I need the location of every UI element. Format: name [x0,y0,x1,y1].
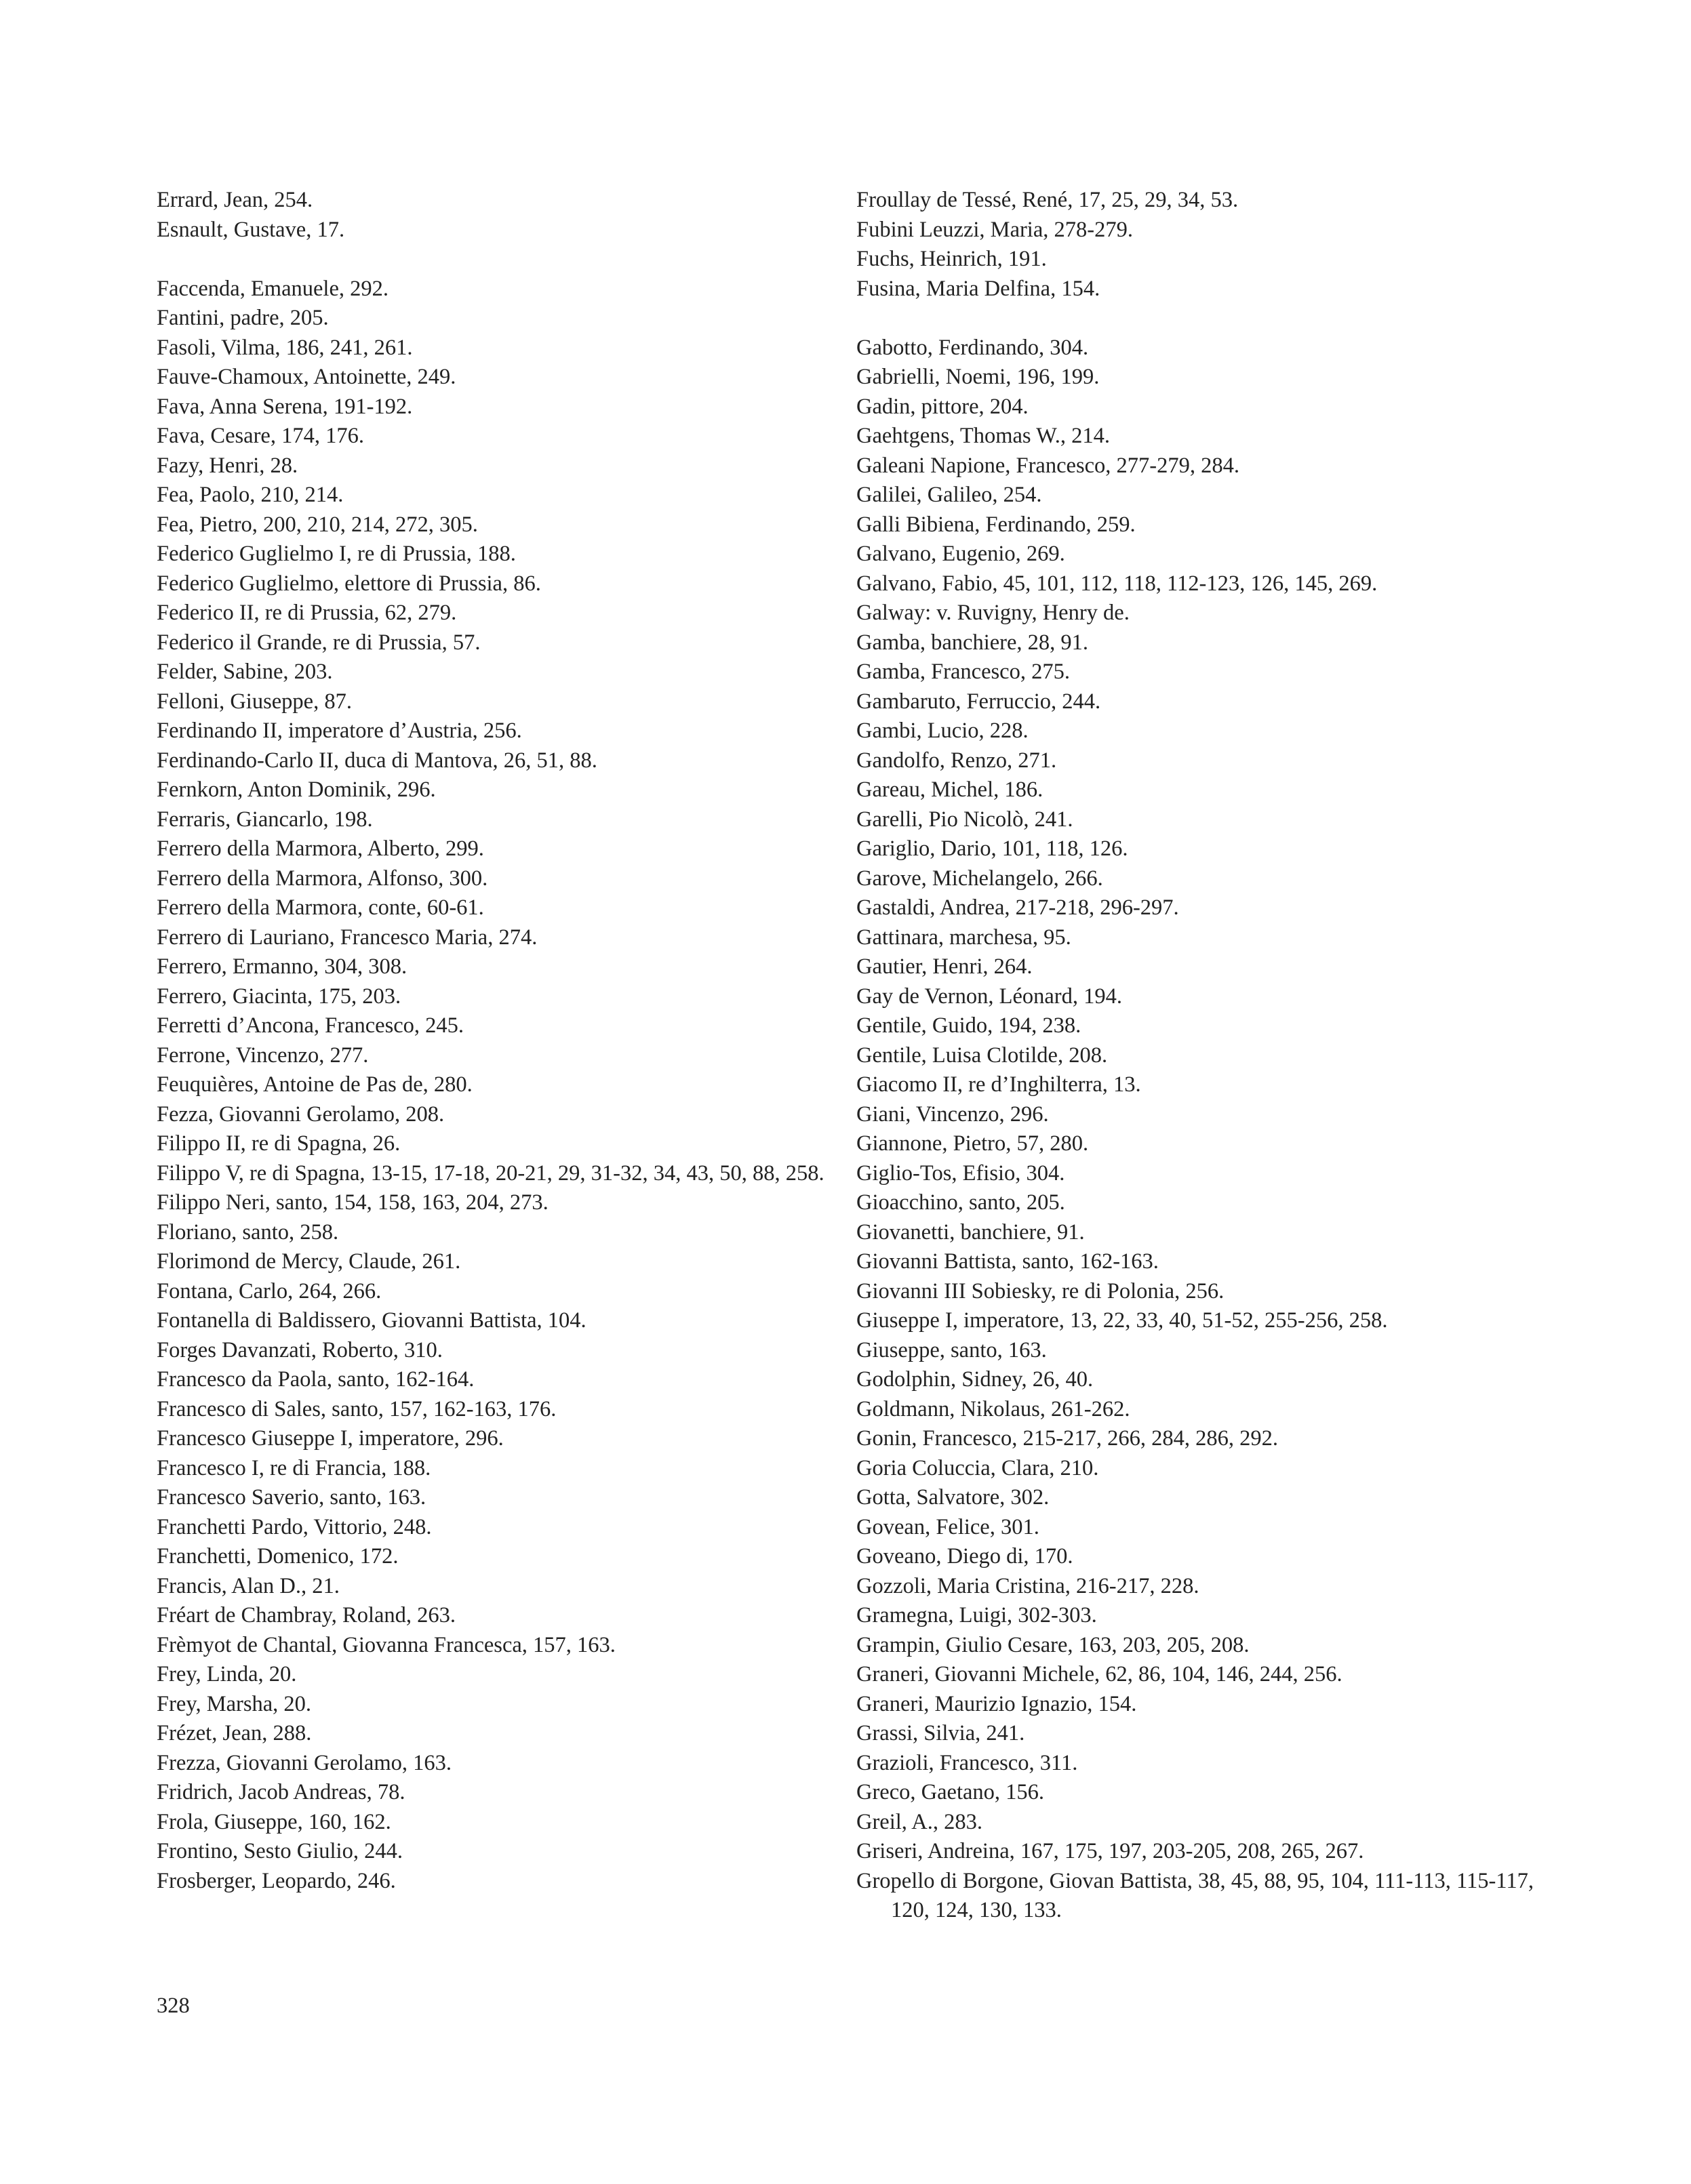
index-entry: Fava, Cesare, 174, 176. [157,424,364,448]
index-entry: Gambaruto, Ferruccio, 244. [856,689,1101,714]
index-entry: Errard, Jean, 254. [157,188,313,212]
index-entry: Ferdinando II, imperatore d’Austria, 256. [157,719,522,743]
index-entry: Fasoli, Vilma, 186, 241, 261. [157,335,413,360]
index-entry: Ferrero, Ermanno, 304, 308. [157,954,407,979]
index-entry: Goldmann, Nikolaus, 261-262. [856,1396,1130,1421]
index-entry: Goria Coluccia, Clara, 210. [856,1455,1099,1480]
index-entry: Galli Bibiena, Ferdinando, 259. [856,512,1136,537]
index-entry: Franchetti, Domenico, 172. [157,1544,399,1569]
index-entry: Ferrero della Marmora, Alfonso, 300. [157,866,488,891]
index-entry: Fea, Paolo, 210, 214. [157,483,344,507]
index-entry: Fontana, Carlo, 264, 266. [157,1278,382,1303]
index-entry: Giacomo II, re d’Inghilterra, 13. [856,1072,1141,1097]
index-entry: Galeani Napione, Francesco, 277-279, 284. [856,453,1239,478]
index-entry: Galvano, Fabio, 45, 101, 112, 118, 112-123, 126, 145, 269. [856,571,1378,596]
index-entry: Ferraris, Giancarlo, 198. [157,807,373,832]
index-entry: Galvano, Eugenio, 269. [856,542,1065,566]
index-entry: Filippo V, re di Spagna, 13-15, 17-18, 20-21, 29, 31-32, 34, 43, 50, 88, 258. [157,1160,824,1186]
index-entry: Ferretti d’Ancona, Francesco, 245. [157,1013,464,1038]
index-entry: Fernkorn, Anton Dominik, 296. [157,777,436,802]
index-entry: Florimond de Mercy, Claude, 261. [157,1249,461,1274]
index-entry: Frola, Giuseppe, 160, 162. [157,1809,391,1834]
index-entry: Ferrone, Vincenzo, 277. [157,1043,369,1068]
index-entry: Gareau, Michel, 186. [856,777,1043,802]
index-entry: Gambi, Lucio, 228. [856,719,1029,743]
index-entry: Floriano, santo, 258. [157,1219,339,1245]
index-entry: Fava, Anna Serena, 191-192. [157,394,413,419]
index-entry: Garelli, Pio Nicolò, 241. [856,807,1073,832]
index-entry: Gandolfo, Renzo, 271. [856,748,1057,773]
index-entry: Gozzoli, Maria Cristina, 216-217, 228. [856,1573,1199,1598]
index-entry: Grazioli, Francesco, 311. [856,1750,1078,1775]
index-entry: Gattinara, marchesa, 95. [856,925,1071,950]
index-entry: Frey, Marsha, 20. [157,1691,312,1716]
letter-group-gap [157,245,841,275]
index-entry: Fantini, padre, 205. [157,306,329,330]
index-entry: Gaehtgens, Thomas W., 214. [856,424,1111,448]
index-entry: Gariglio, Dario, 101, 118, 126. [856,836,1128,861]
index-entry: Giovanni Battista, santo, 162-163. [856,1249,1159,1274]
index-entry: Fridrich, Jacob Andreas, 78. [157,1780,405,1804]
index-entry: Gonin, Francesco, 215-217, 266, 284, 286, 292. [856,1426,1278,1451]
index-entry: Gramegna, Luigi, 302-303. [856,1603,1097,1627]
index-entry: Francesco I, re di Francia, 188. [157,1455,431,1480]
index-entry: Goveano, Diego di, 170. [856,1544,1073,1569]
index-entry: Greco, Gaetano, 156. [856,1780,1045,1804]
index-entry: Greil, A., 283. [856,1809,982,1834]
index-entry: Frosberger, Leopardo, 246. [157,1868,396,1893]
index-entry: Graneri, Giovanni Michele, 62, 86, 104, 146, 244, 256. [856,1662,1342,1686]
index-entry: Fubini Leuzzi, Maria, 278-279. [856,217,1133,242]
index-entry: Godolphin, Sidney, 26, 40. [856,1367,1094,1392]
letter-group-gap [856,304,1541,333]
page-number: 328 [157,1994,190,2018]
index-entry: Federico il Grande, re di Prussia, 57. [157,630,481,655]
index-entry: Frontino, Sesto Giulio, 244. [157,1839,403,1863]
index-entry: Graneri, Maurizio Ignazio, 154. [856,1691,1137,1716]
index-entry: Gentile, Luisa Clotilde, 208. [856,1043,1108,1068]
index-entry: Froullay de Tessé, René, 17, 25, 29, 34, 53. [856,188,1239,212]
index-entry: Fuchs, Heinrich, 191. [856,247,1047,271]
index-entry: Franchetti Pardo, Vittorio, 248. [157,1514,432,1539]
index-entry: Filippo Neri, santo, 154, 158, 163, 204, 273. [157,1190,549,1215]
index-entry: Ferrero, Giacinta, 175, 203. [157,984,401,1009]
index-entry: Felder, Sabine, 203. [157,660,333,684]
index-entry: Feuquières, Antoine de Pas de, 280. [157,1072,473,1097]
index-entry: Fauve-Chamoux, Antoinette, 249. [157,365,456,389]
index-entry: Giuseppe, santo, 163. [856,1337,1047,1362]
index-entry: Francesco da Paola, santo, 162-164. [157,1367,475,1392]
index-column-right [856,186,1541,1926]
index-entry: Giovanni III Sobiesky, re di Polonia, 256. [856,1278,1225,1303]
index-entry: Galway: v. Ruvigny, Henry de. [856,601,1130,625]
index-entry: Frézet, Jean, 288. [157,1721,312,1745]
index-entry: Giuseppe I, imperatore, 13, 22, 33, 40, 51-52, 255-256, 258. [856,1308,1388,1333]
index-entry: Frey, Linda, 20. [157,1662,297,1686]
index-entry: Gentile, Guido, 194, 238. [856,1013,1081,1038]
index-entry: Gamba, banchiere, 28, 91. [856,630,1089,655]
index-entry: Filippo II, re di Spagna, 26. [157,1131,401,1156]
index-entry: Govean, Felice, 301. [856,1514,1039,1539]
index-entry: Grassi, Silvia, 241. [856,1721,1025,1745]
index-entry: Ferrero di Lauriano, Francesco Maria, 274. [157,925,538,950]
index-entry: Frezza, Giovanni Gerolamo, 163. [157,1750,452,1775]
index-entry: Felloni, Giuseppe, 87. [157,689,352,714]
index-entry: Gabotto, Ferdinando, 304. [856,335,1089,360]
index-entry: Francesco di Sales, santo, 157, 162-163, 176. [157,1396,557,1421]
index-entry: Fea, Pietro, 200, 210, 214, 272, 305. [157,512,478,537]
index-entry: Giannone, Pietro, 57, 280. [856,1131,1089,1156]
index-entry: Ferrero della Marmora, Alberto, 299. [157,836,484,861]
index-entry: Gotta, Salvatore, 302. [856,1485,1050,1510]
index-entry: Ferrero della Marmora, conte, 60-61. [157,895,484,920]
index-entry: Gadin, pittore, 204. [856,394,1029,419]
index-entry: Gropello di Borgone, Giovan Battista, 38, 45, 88, 95, 104, 111-113, 115-117, 120, 124, 130, 133. [856,1868,1534,1922]
index-entry: Galilei, Galileo, 254. [856,483,1042,507]
index-entry: Faccenda, Emanuele, 292. [157,276,389,301]
index-entry: Federico Guglielmo I, re di Prussia, 188. [157,542,516,566]
index-entry: Giani, Vincenzo, 296. [856,1101,1049,1127]
index-entry: Fezza, Giovanni Gerolamo, 208. [157,1101,445,1127]
index-entry: Gay de Vernon, Léonard, 194. [856,984,1122,1009]
index-entry: Francis, Alan D., 21. [157,1573,340,1598]
index-entry: Giovanetti, banchiere, 91. [856,1219,1085,1245]
index-entry: Frèmyot de Chantal, Giovanna Francesca, 157, 163. [157,1632,616,1657]
index-entry: Fazy, Henri, 28. [157,453,298,478]
index-entry: Gabrielli, Noemi, 196, 199. [856,365,1100,389]
index-entry: Francesco Giuseppe I, imperatore, 296. [157,1426,504,1451]
index-entry: Gamba, Francesco, 275. [856,660,1070,684]
index-entry: Gautier, Henri, 264. [856,954,1033,979]
index-entry: Giglio-Tos, Efisio, 304. [856,1160,1065,1186]
index-entry: Gioacchino, santo, 205. [856,1190,1065,1215]
index-entry: Fontanella di Baldissero, Giovanni Battista, 104. [157,1308,586,1333]
index-entry: Forges Davanzati, Roberto, 310. [157,1337,443,1362]
index-entry: Francesco Saverio, santo, 163. [157,1485,426,1510]
index-entry: Garove, Michelangelo, 266. [856,866,1103,891]
index-entry: Fréart de Chambray, Roland, 263. [157,1603,456,1627]
index-entry: Federico II, re di Prussia, 62, 279. [157,601,457,625]
index-entry: Ferdinando-Carlo II, duca di Mantova, 26, 51, 88. [157,748,597,773]
index-entry: Federico Guglielmo, elettore di Prussia, 86. [157,571,541,596]
index-entry: Griseri, Andreina, 167, 175, 197, 203-205, 208, 265, 267. [856,1839,1364,1863]
index-entry: Grampin, Giulio Cesare, 163, 203, 205, 208. [856,1632,1250,1657]
index-column-left [157,186,841,1896]
index-entry: Fusina, Maria Delfina, 154. [856,276,1100,301]
index-entry: Esnault, Gustave, 17. [157,217,345,242]
index-entry: Gastaldi, Andrea, 217-218, 296-297. [856,895,1179,920]
